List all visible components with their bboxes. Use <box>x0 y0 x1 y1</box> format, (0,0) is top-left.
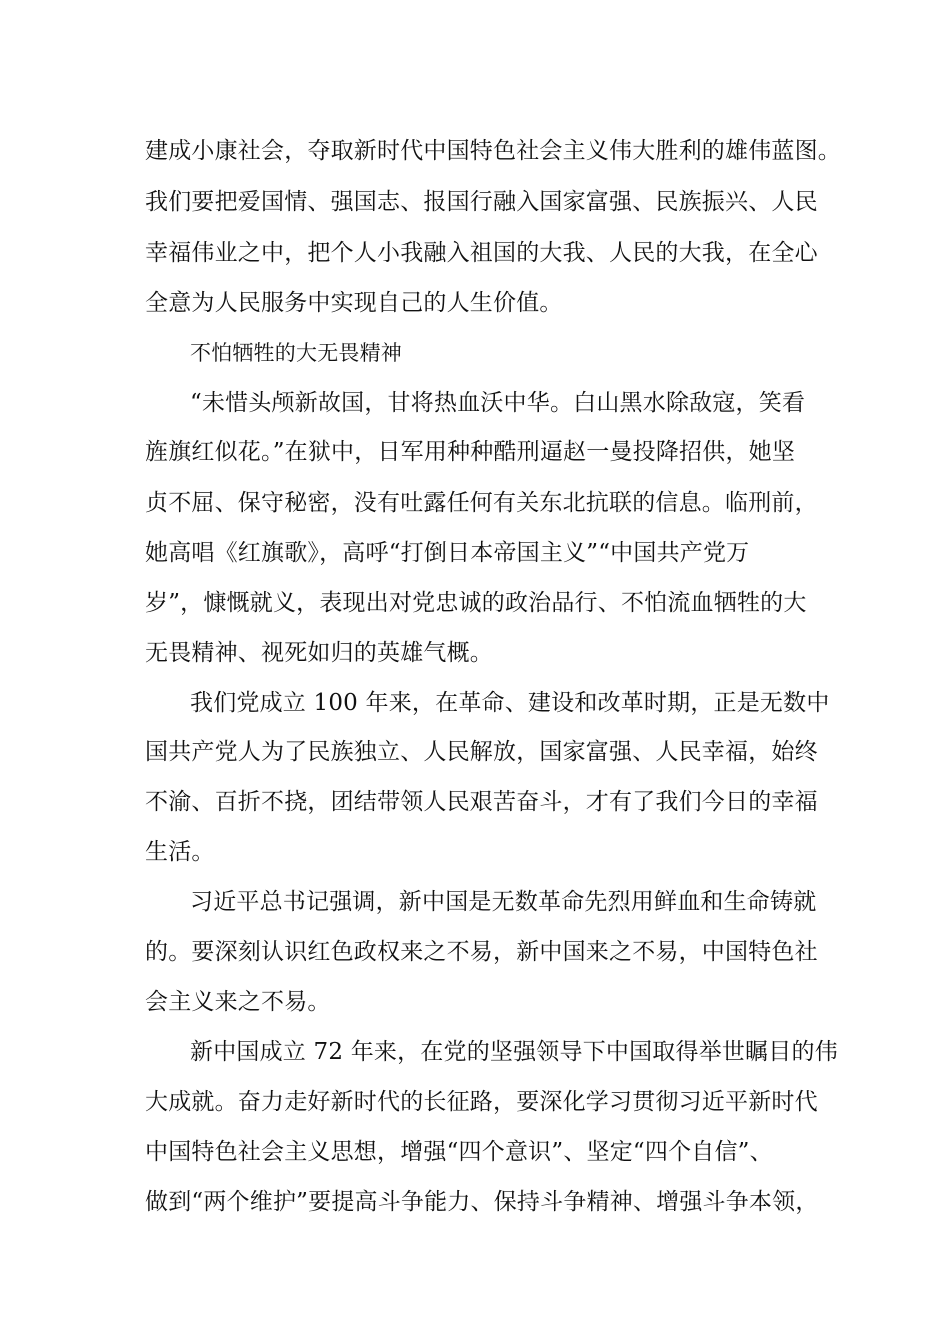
body-text-line: 岁”，慷慨就义，表现出对党忠诚的政治品行、不怕流血牺牲的大 <box>145 590 807 616</box>
body-text-line: 幸福伟业之中，把个人小我融入祖国的大我、人民的大我，在全心 <box>145 240 818 266</box>
body-text-line: 习近平总书记强调，新中国是无数革命先烈用鲜血和生命铸就 <box>190 889 817 915</box>
body-text-line: 我们党成立 100 年来，在革命、建设和改革时期，正是无数中 <box>190 690 830 716</box>
body-text-line: 的。要深刻认识红色政权来之不易，新中国来之不易，中国特色社 <box>145 939 818 965</box>
body-text-line: 生活。 <box>145 839 215 865</box>
body-text-line: 新中国成立 72 年来，在党的坚强领导下中国取得举世瞩目的伟 <box>190 1039 838 1065</box>
body-text-line: 大成就。奋力走好新时代的长征路，要深化学习贯彻习近平新时代 <box>145 1089 818 1115</box>
body-text-line: 中国特色社会主义思想，增强“四个意识”、坚定“四个自信”、 <box>145 1139 773 1165</box>
body-text-line: 国共产党人为了民族独立、人民解放，国家富强、人民幸福，始终 <box>145 739 818 765</box>
body-text-line: 无畏精神、视死如归的英雄气概。 <box>145 640 493 666</box>
body-text-line: “未惜头颅新故国，甘将热血沃中华。白山黑水除敌寇，笑看 <box>190 390 806 416</box>
body-text-line: 旌旗红似花。”在狱中，日军用种种酷刑逼赵一曼投降招供，她坚 <box>145 439 796 465</box>
body-text-line: 贞不屈、保守秘密，没有吐露任何有关东北抗联的信息。临刑前， <box>145 490 818 516</box>
body-text-line: 会主义来之不易。 <box>145 989 331 1015</box>
body-text-line: 全意为人民服务中实现自己的人生价值。 <box>145 290 563 316</box>
body-text-line: 我们要把爱国情、强国志、报国行融入国家富强、民族振兴、人民 <box>145 189 818 215</box>
body-text-line: 她高唱《红旗歌》，高呼“打倒日本帝国主义”“中国共产党万 <box>145 540 750 566</box>
body-text-line: 不渝、百折不挠，团结带领人民艰苦奋斗，才有了我们今日的幸福 <box>145 789 818 815</box>
section-heading: 不怕牺牲的大无畏精神 <box>190 341 402 365</box>
body-text-line: 建成小康社会，夺取新时代中国特色社会主义伟大胜利的雄伟蓝图。 <box>145 138 841 164</box>
body-text-line: 做到“两个维护”要提高斗争能力、保持斗争精神、增强斗争本领， <box>145 1189 819 1215</box>
